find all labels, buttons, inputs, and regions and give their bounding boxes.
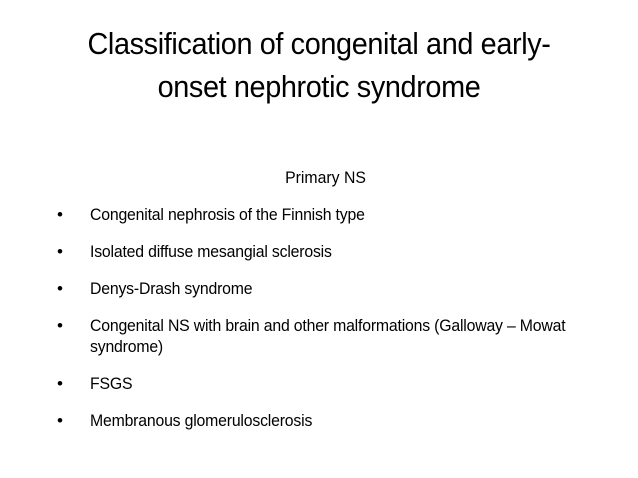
bullet-marker: •: [57, 411, 63, 430]
bullet-text: Membranous glomerulosclerosis: [90, 411, 313, 430]
bullet-item: [57, 204, 597, 225]
bullet-marker: •: [57, 374, 63, 393]
slide-subtitle: Primary NS: [285, 168, 366, 187]
bullet-text: FSGS: [90, 374, 133, 393]
bullet-item: [57, 278, 597, 299]
bullet-list: [57, 204, 597, 447]
bullet-marker: •: [57, 242, 63, 261]
bullet-text: Denys-Drash syndrome: [90, 279, 253, 298]
bullet-item: [57, 373, 597, 394]
bullet-marker: •: [57, 205, 63, 224]
bullet-item: [57, 241, 597, 262]
bullet-text: Isolated diffuse mesangial sclerosis: [90, 242, 332, 261]
bullet-marker: •: [57, 316, 63, 335]
bullet-marker: •: [57, 279, 63, 298]
bullet-text: Congenital NS with brain and other malformations (Galloway – Mowat syndrome): [90, 316, 566, 356]
bullet-text: Congenital nephrosis of the Finnish type: [90, 205, 365, 224]
slide-title: Classification of congenital and early-onset nephrotic syndrome: [87, 26, 551, 104]
bullet-item: [57, 315, 597, 357]
bullet-item: [57, 410, 597, 431]
